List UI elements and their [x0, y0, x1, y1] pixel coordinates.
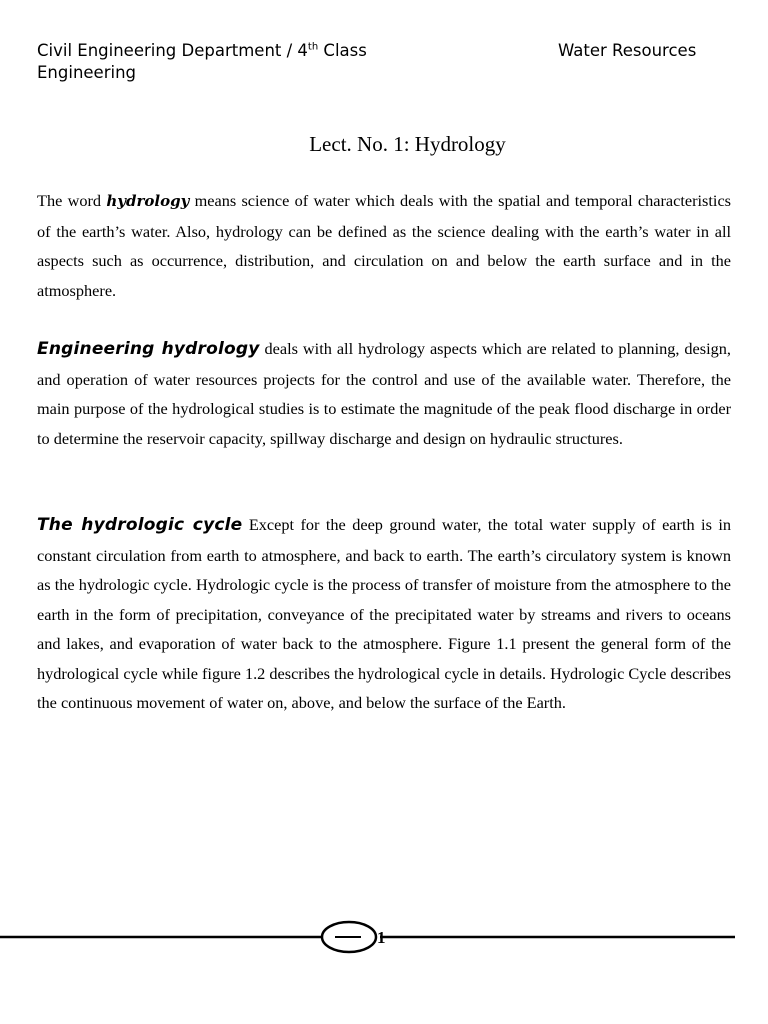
- term-hydrologic-cycle: The hydrologic cycle: [37, 515, 243, 535]
- lecture-title: Lect. No. 1: Hydrology: [309, 132, 506, 156]
- term-hydrology: hydrology: [106, 192, 190, 210]
- header-superscript: th: [307, 41, 319, 53]
- page-header: [37, 40, 727, 84]
- paragraph-engineering-hydrology: Engineering hydrology deals with all hydrology aspects which are related to planning, design, and operation of water resources projects for the control and use of the available water. Therefore, the main purpose of the hydrological studies is to estimate the magnitude of the peak flood discharge in order to determine the reservoir capacity, spillway discharge and design on hydraulic structures.: [37, 339, 731, 448]
- paragraph-hydrologic-cycle: The hydrologic cycle Except for the deep ground water, the total water supply of earth is in constant circulation from earth to atmosphere, and back to earth. The earth’s circulatory system is known as the hydrologic cycle. Hydrologic cycle is the process of transfer of moisture from the atmosphere to the earth in the form of precipitation, conveyance of the precipitated water by streams and rivers to oceans and lakes, and evaporation of water back to the atmosphere. Figure 1.1 present the general form of the hydrological cycle while figure 1.2 describes the hydrological cycle in details. Hydrologic Cycle describes the continuous movement of water on, above, and below the surface of the Earth.: [37, 515, 732, 712]
- term-engineering-hydrology: Engineering hydrology: [37, 339, 260, 359]
- paragraph-hydrology-definition: The word hydrology means science of water which deals with the spatial and temporal characteristics of the earth’s water. Also, hydrology can be defined as the science dealing with the earth’s water in all aspects such as occurrence, distribution, and circulation on and below the earth surface and in the atmosphere.: [37, 191, 732, 300]
- header-department: Civil Engineering Department / 4th Class: [37, 41, 367, 60]
- header-subject: Water Resources: [558, 41, 697, 60]
- page-number: 1: [377, 928, 386, 947]
- header-subject-continued: Engineering: [37, 63, 136, 82]
- page-footer: [0, 920, 768, 960]
